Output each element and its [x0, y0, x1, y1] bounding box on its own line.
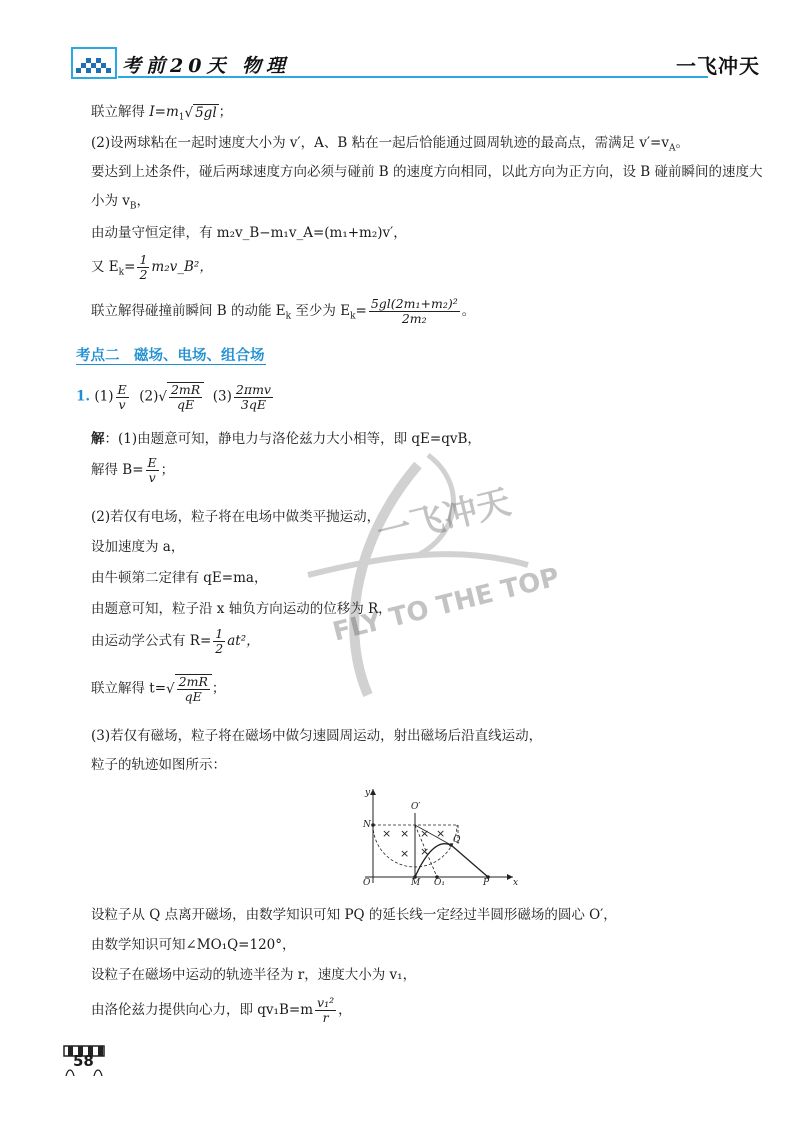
text-line-7: 联立解得碰撞前瞬间 B 的动能 $E_k$ 至少为 $E_k=$ $\frac{\text{5gl(2m₁+m₂)²}}{\text{2m₂}}$ 。	[91, 296, 476, 326]
svg-text:×: ×	[420, 827, 430, 840]
watermark-cn: 一飞冲天	[373, 482, 515, 554]
text-line-3: 要达到上述条件，碰后两球速度方向必须与碰前 B 的速度方向相同，以此方向为正方向，设 B 碰前瞬间的速度大	[91, 164, 763, 180]
svg-text:×: ×	[400, 847, 410, 860]
solution-line-11: 设粒子从 Q 点离开磁场，由数学知识可知 PQ 的延长线一定经过半圆形磁场的圆心 O′，	[91, 907, 617, 923]
solution-line-12: 由数学知识可知∠MO₁Q=120°，	[91, 937, 296, 953]
header-brand: 一飞冲天	[676, 54, 760, 78]
solution-line-7: 由运动学公式有 R= $\frac{1}{2}$ at²，	[91, 626, 260, 656]
page-number: 58	[73, 1052, 94, 1070]
svg-text:×: ×	[420, 845, 430, 858]
solution-line-6: 由题意可知，粒子沿 x 轴负方向运动的位移为 R，	[91, 601, 392, 617]
text-line-2: (2)设两球粘在一起时速度大小为 v′，A、B 粘在一起后恰能通过圆周轨迹的最高点，需满足 $v'=v_A$。	[91, 135, 689, 154]
solution-line-10: 粒子的轨迹如图所示：	[91, 757, 226, 773]
text-line-4: 小为 $v_B$，	[91, 193, 151, 212]
solution-line-13: 设粒子在磁场中运动的轨迹半径为 r，速度大小为 v₁，	[91, 967, 417, 983]
checker-logo-icon	[70, 46, 118, 80]
label-origin: O	[363, 878, 371, 885]
svg-text:×: ×	[400, 827, 410, 840]
svg-text:×: ×	[382, 827, 392, 840]
section-title: 考点二 磁场、电场、组合场	[76, 348, 265, 364]
solution-line-8: 联立解得 t=√ $\frac{2mR}{qE}$ ；	[91, 674, 226, 704]
solution-line-4: 设加速度为 a，	[91, 539, 185, 555]
solution-line-3: (2)若仅有电场，粒子将在电场中做类平抛运动，	[91, 509, 381, 525]
label-y: y	[365, 788, 371, 798]
solution-line-5: 由牛顿第二定律有 qE=ma，	[91, 570, 268, 586]
label-O1: O₁	[434, 878, 445, 885]
section-underline	[76, 364, 266, 365]
particle-straight	[451, 845, 488, 877]
y-axis-arrow	[370, 789, 376, 795]
solution-line-9: (3)若仅有磁场，粒子将在磁场中做匀速圆周运动，射出磁场后沿直线运动，	[91, 728, 543, 744]
solution-line-1: 解：(1)由题意可知，静电力与洛伦兹力大小相等，即 qE=qvB，	[91, 431, 481, 447]
field-crosses	[382, 827, 445, 860]
label-M: M	[411, 878, 421, 885]
question-number: 1.	[76, 388, 91, 405]
label-x: x	[513, 878, 519, 885]
label-P: P	[483, 878, 490, 885]
text-line-1: 联立解得 $I=m_1√$ 5gl ；	[91, 104, 233, 123]
watermark-en: FLY TO THE TOP	[329, 562, 563, 648]
header-title: 考前20天 物理	[122, 55, 291, 77]
label-N: N	[363, 820, 371, 830]
trajectory-figure	[355, 785, 520, 885]
text-line-5: 由动量守恒定律，有 m₂v_B−m₁v_A=(m₁+m₂)v′，	[91, 225, 407, 241]
label-Q: Q	[453, 835, 461, 845]
page-header	[70, 46, 760, 80]
label-oprime: O′	[411, 802, 421, 812]
answer-line: 1. (1) $\frac{E}{v}$ (2)√ $\frac{2mR}{qE}$ (3) $\frac{\text{2πmv}}{3qE}$	[76, 381, 271, 412]
solution-line-14: 由洛伦兹力提供向心力，即 qv₁B=m $\frac{\text{v₁²}}{r}$ ，	[91, 995, 352, 1025]
solution-line-2: 解得 B= $\frac{E}{v}$ ；	[91, 455, 175, 485]
text-line-6: 又 $E_k=$ $\frac{1}{2}$ m₂v_B²，	[91, 252, 213, 282]
svg-text:×: ×	[436, 827, 446, 840]
